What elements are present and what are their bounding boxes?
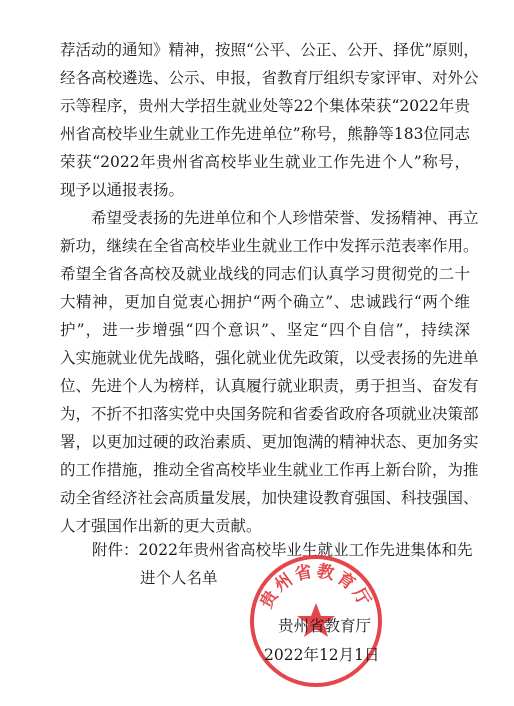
body-line: 为，不折不扣落实党中央国务院和省委省政府各项就业决策部 xyxy=(60,405,479,423)
seal-text: 贵州省教育厅 xyxy=(256,561,376,613)
body-line: 护”，进一步增强“四个意识”、坚定“四个自信”，持续深 xyxy=(60,321,470,339)
body-line: 现予以通报表扬。 xyxy=(60,181,185,199)
attachment-line: 进个人名单 xyxy=(140,569,218,587)
body-line: 荣获“2022年贵州省高校毕业生就业工作先进个人”称号， xyxy=(60,153,470,171)
signature-org: 贵州省教育厅 xyxy=(278,617,372,635)
body-line: 新功，继续在全省高校毕业生就业工作中发挥示范表率作用。 xyxy=(60,237,479,255)
body-line: 希望受表扬的先进单位和个人珍惜荣誉、发扬精神、再立 xyxy=(60,209,479,227)
body-line: 经各高校遴选、公示、申报，省教育厅组织专家评审、对外公 xyxy=(60,69,479,87)
body-line: 署，以更加过硬的政治素质、更加饱满的精神状态、更加务实 xyxy=(60,433,479,451)
body-line: 州省高校毕业生就业工作先进单位”称号，熊静等183位同志 xyxy=(60,125,470,143)
body-line: 位、先进个人为榜样，认真履行就业职责，勇于担当、奋发有 xyxy=(60,377,479,395)
body-line: 人才强国作出新的更大贡献。 xyxy=(60,517,262,535)
body-line: 希望全省各高校及就业战线的同志们认真学习贯彻党的二十 xyxy=(60,265,470,283)
body-line: 动全省经济社会高质量发展，加快建设教育强国、科技强国、 xyxy=(60,489,479,507)
body-line: 示等程序，贵州大学招生就业处等22个集体荣获“2022年贵 xyxy=(60,97,470,115)
attachment-line: 附件：2022年贵州省高校毕业生就业工作先进集体和先 xyxy=(92,541,473,559)
body-line: 的工作措施，推动全省高校毕业生就业工作再上新台阶，为推 xyxy=(60,461,479,479)
body-line: 入实施就业优先战略，强化就业优先政策，以受表扬的先进单 xyxy=(60,349,479,367)
signature-date: 2022年12月1日 xyxy=(264,646,380,664)
body-line: 荐活动的通知》精神，按照“公平、公正、公开、择优”原则， xyxy=(60,41,479,59)
body-line: 大精神，更加自觉衷心拥护“两个确立”、忠诚践行“两个维 xyxy=(60,293,470,311)
